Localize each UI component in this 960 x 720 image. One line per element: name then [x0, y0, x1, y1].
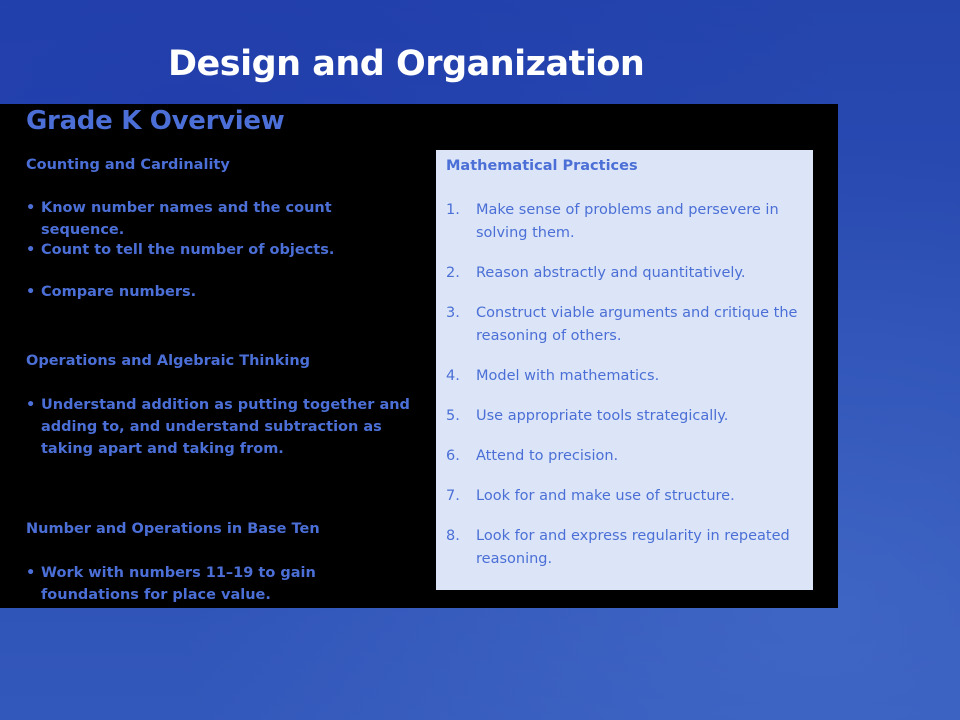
practice-number: 6. [446, 448, 460, 464]
practice-item [446, 199, 806, 245]
practice-item [446, 485, 806, 508]
practice-item [446, 365, 806, 388]
cluster-text: Count to tell the number of objects. [41, 242, 335, 258]
cluster-text: Compare numbers. [41, 284, 197, 300]
domain-heading-operations-algebraic: Operations and Algebraic Thinking [26, 353, 311, 369]
practice-text: Attend to precision. [476, 448, 619, 464]
practice-text: Model with mathematics. [476, 368, 660, 384]
bullet-icon: • [26, 565, 36, 581]
practice-number: 4. [446, 368, 460, 384]
practice-number: 1. [446, 202, 460, 218]
cluster-text: Know number names and the count sequence. [41, 200, 332, 238]
cluster-item [26, 394, 411, 460]
bullet-icon: • [26, 397, 36, 413]
cluster-text: Work with numbers 11–19 to gain foundations for place value. [41, 565, 316, 603]
bullet-icon: • [26, 284, 36, 300]
practice-text: Reason abstractly and quantitatively. [476, 265, 746, 281]
domain-heading-counting-cardinality: Counting and Cardinality [26, 157, 230, 173]
practice-text: Make sense of problems and persevere in solving them. [476, 202, 779, 241]
bullet-icon: • [26, 200, 36, 216]
practice-number: 5. [446, 408, 460, 424]
domain-heading-number-operations-base-ten: Number and Operations in Base Ten [26, 521, 320, 537]
cluster-item [26, 562, 411, 606]
practice-text: Look for and make use of structure. [476, 488, 735, 504]
practice-number: 8. [446, 528, 460, 544]
grade-k-overview-panel [0, 104, 838, 608]
bullet-icon: • [26, 242, 36, 258]
cluster-item [26, 239, 411, 261]
slide-title: Design and Organization [168, 44, 645, 84]
practice-text: Use appropriate tools strategically. [476, 408, 729, 424]
cluster-item [26, 197, 411, 241]
overview-title: Grade K Overview [26, 106, 285, 136]
practice-number: 3. [446, 305, 460, 321]
practices-title: Mathematical Practices [446, 158, 638, 174]
practice-number: 7. [446, 488, 460, 504]
practice-item [446, 262, 806, 285]
practice-text: Look for and express regularity in repeated reasoning. [476, 528, 790, 567]
cluster-text: Understand addition as putting together and adding to, and understand subtraction as taking apart and taking from. [41, 397, 410, 457]
practice-item [446, 302, 806, 348]
cluster-item [26, 281, 411, 303]
practice-number: 2. [446, 265, 460, 281]
practice-item [446, 405, 806, 428]
mathematical-practices-box [436, 150, 813, 590]
practice-item [446, 525, 806, 571]
practice-text: Construct viable arguments and critique the reasoning of others. [476, 305, 798, 344]
practice-item [446, 445, 806, 468]
